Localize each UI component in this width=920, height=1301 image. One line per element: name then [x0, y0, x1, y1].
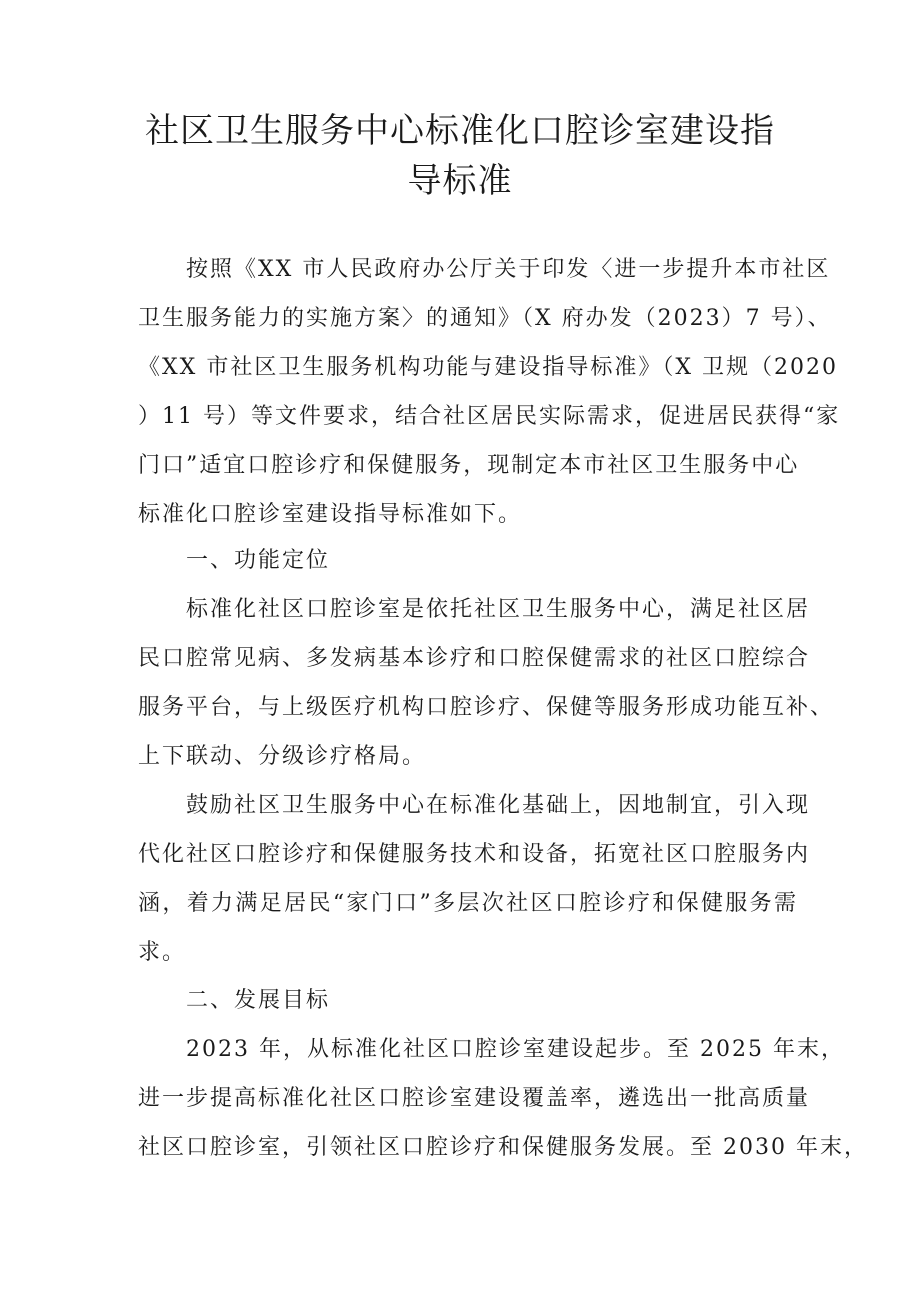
document-title-line-2: 导标准 — [407, 161, 513, 201]
paragraph-1-line-1: 按照《XX 市人民政府办公厅关于印发〈进一步提升本市社区 — [186, 257, 831, 282]
paragraph-3-line-2: 代化社区口腔诊疗和保健服务技术和设备，拓宽社区口腔服务内 — [138, 842, 811, 867]
paragraph-4-line-1: 2023 年，从标准化社区口腔诊室建设起步。至 2025 年末， — [186, 1037, 845, 1062]
paragraph-4-line-3: 社区口腔诊室，引领社区口腔诊疗和保健服务发展。至 2030 年末， — [138, 1135, 868, 1160]
section-heading-1: 一、功能定位 — [186, 548, 331, 573]
paragraph-2-line-2: 民口腔常见病、多发病基本诊疗和口腔保健需求的社区口腔综合 — [138, 646, 811, 671]
paragraph-1-line-3: 《XX 市社区卫生服务机构功能与建设指导标准》（X 卫规（2020 — [138, 355, 838, 380]
paragraph-2-line-4: 上下联动、分级诊疗格局。 — [138, 744, 427, 769]
paragraph-3-line-3: 涵，着力满足居民“家门口”多层次社区口腔诊疗和保健服务需 — [138, 891, 798, 916]
paragraph-1-line-6: 标准化口腔诊室建设指导标准如下。 — [138, 502, 523, 527]
document-title-line-1: 社区卫生服务中心标准化口腔诊室建设指 — [145, 111, 775, 151]
paragraph-3-line-4: 求。 — [138, 940, 187, 965]
paragraph-1-line-2: 卫生服务能力的实施方案〉的通知》（X 府办发（2023）7 号）、 — [138, 306, 832, 331]
paragraph-4-line-2: 进一步提高标准化社区口腔诊室建设覆盖率，遴选出一批高质量 — [138, 1086, 811, 1111]
paragraph-2-line-3: 服务平台，与上级医疗机构口腔诊疗、保健等服务形成功能互补、 — [138, 695, 835, 720]
paragraph-3-line-1: 鼓励社区卫生服务中心在标准化基础上，因地制宜，引入现 — [186, 793, 811, 818]
section-heading-2: 二、发展目标 — [186, 988, 331, 1013]
paragraph-1-line-4: ）11 号）等文件要求，结合社区居民实际需求，促进居民获得“家 — [138, 404, 841, 429]
paragraph-2-line-1: 标准化社区口腔诊室是依托社区卫生服务中心，满足社区居 — [186, 597, 811, 622]
paragraph-1-line-5: 门口”适宜口腔诊疗和保健服务，现制定本市社区卫生服务中心 — [138, 453, 800, 478]
